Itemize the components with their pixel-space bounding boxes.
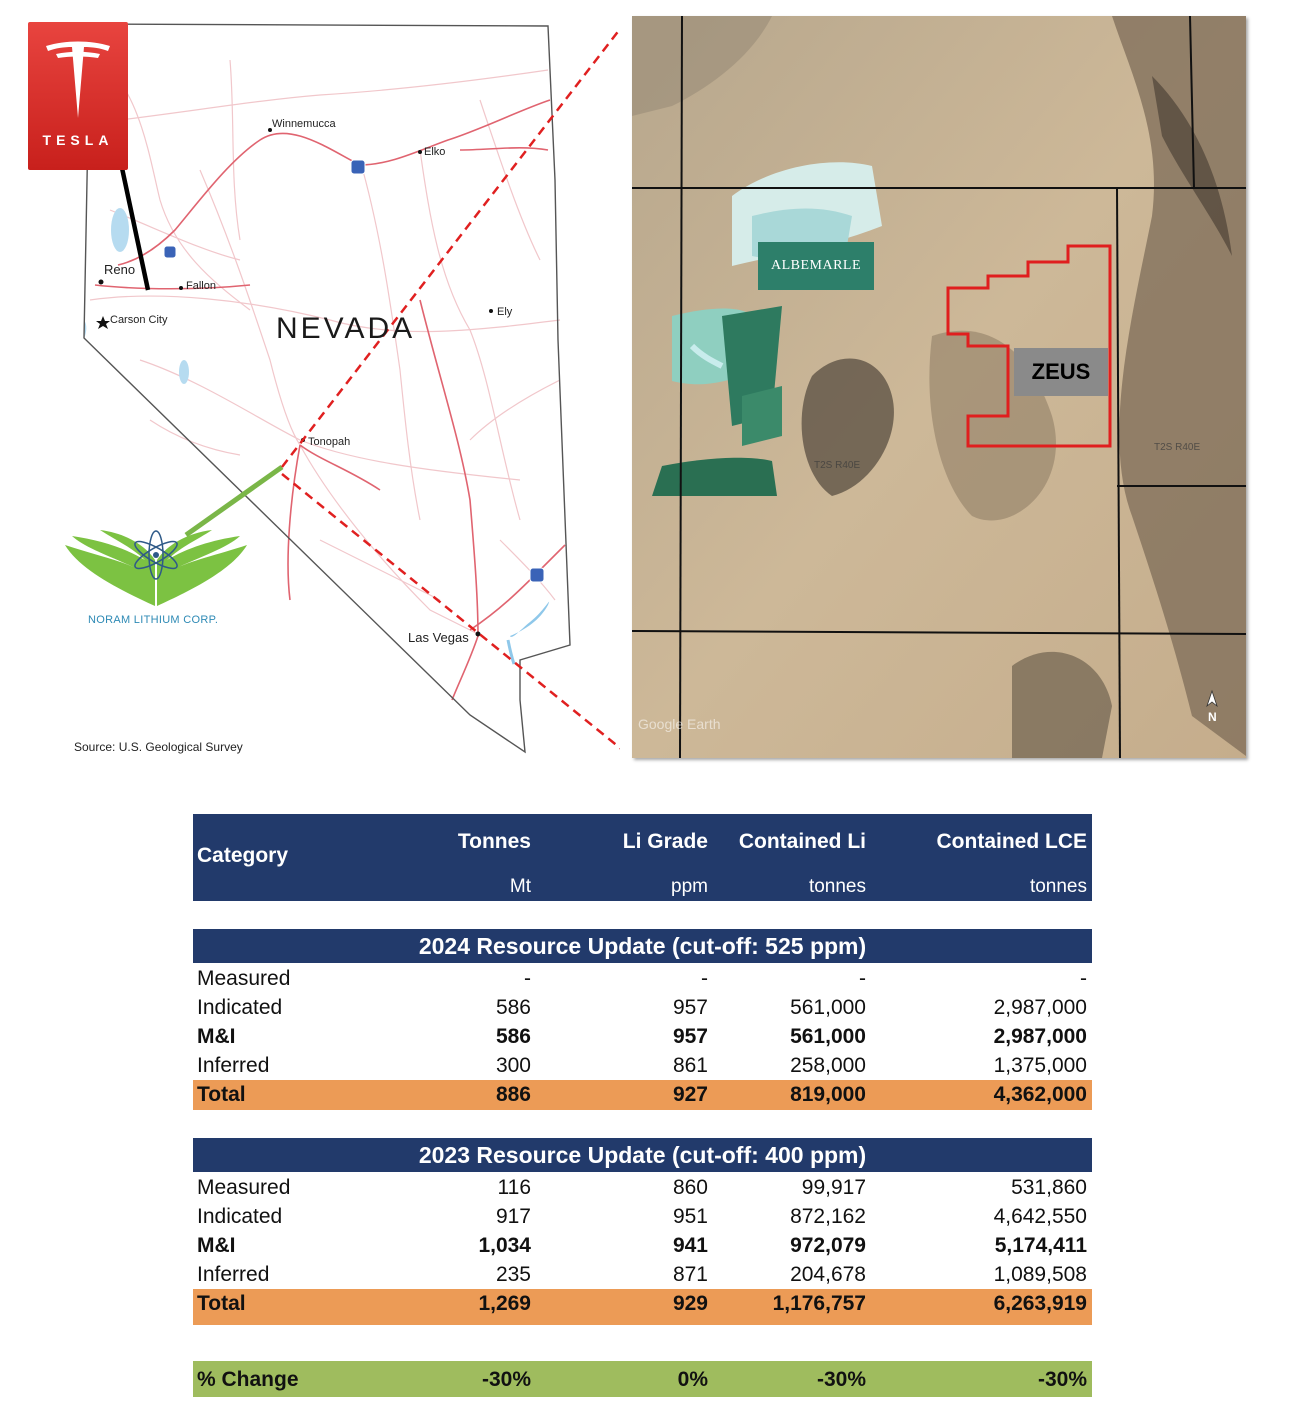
table-cell: Indicated bbox=[197, 1205, 283, 1228]
grid-label: T2S R40E bbox=[1154, 442, 1201, 453]
city-label: Winnemucca bbox=[272, 118, 336, 130]
table-cell: 4,642,550 bbox=[993, 1205, 1087, 1228]
state-name: NEVADA bbox=[276, 312, 416, 345]
table-cell: 0% bbox=[677, 1368, 708, 1391]
table-cell: Measured bbox=[197, 967, 291, 990]
table-cell: -30% bbox=[1037, 1368, 1087, 1391]
column-header: Contained Li bbox=[738, 830, 866, 853]
noram-wings-icon bbox=[65, 530, 247, 606]
tesla-t-icon bbox=[42, 40, 114, 120]
nevada-map bbox=[0, 0, 620, 770]
table-row bbox=[193, 1202, 1092, 1231]
table-cell: 860 bbox=[672, 1176, 708, 1199]
table-cell: 1,034 bbox=[478, 1234, 531, 1257]
table-cell: 957 bbox=[672, 1025, 708, 1048]
table-cell: 872,162 bbox=[790, 1205, 866, 1228]
table-cell: 886 bbox=[495, 1083, 531, 1106]
table-cell: 561,000 bbox=[790, 996, 866, 1019]
table-cell: 927 bbox=[672, 1083, 708, 1106]
table-cell: 204,678 bbox=[790, 1263, 866, 1286]
table-header bbox=[193, 814, 1092, 901]
section-title-2023: 2023 Resource Update (cut-off: 400 ppm) bbox=[193, 1138, 1092, 1172]
table-cell: Inferred bbox=[197, 1263, 270, 1286]
column-header: Contained LCE bbox=[936, 830, 1087, 853]
table-cell: 586 bbox=[495, 996, 531, 1019]
table-cell: 929 bbox=[672, 1292, 708, 1315]
table-cell: 1,089,508 bbox=[993, 1263, 1087, 1286]
table-row bbox=[193, 1173, 1092, 1202]
table-cell: 1,176,757 bbox=[772, 1292, 866, 1315]
total-row bbox=[193, 1289, 1092, 1325]
table-cell: Indicated bbox=[197, 996, 283, 1019]
table-cell: - bbox=[524, 967, 531, 990]
google-earth-watermark: Google Earth bbox=[638, 716, 721, 732]
column-header: Tonnes bbox=[457, 830, 531, 853]
table-cell: 6,263,919 bbox=[993, 1292, 1087, 1315]
north-label: N bbox=[1208, 710, 1217, 724]
table-cell: - bbox=[1080, 967, 1087, 990]
grid-label: T2S R40E bbox=[814, 460, 861, 471]
table-cell: 586 bbox=[495, 1025, 531, 1048]
table-cell: 871 bbox=[672, 1263, 708, 1286]
table-cell: 972,079 bbox=[790, 1234, 866, 1257]
city-label: Tonopah bbox=[308, 436, 351, 448]
table-cell: 2,987,000 bbox=[993, 996, 1087, 1019]
tesla-logo bbox=[28, 22, 128, 170]
table-row bbox=[193, 1051, 1092, 1080]
table-row bbox=[193, 1231, 1092, 1260]
table-cell: 917 bbox=[495, 1205, 531, 1228]
city-label: Las Vegas bbox=[408, 630, 469, 645]
table-cell: 1,375,000 bbox=[993, 1054, 1087, 1077]
table-cell: 951 bbox=[672, 1205, 708, 1228]
table-row bbox=[193, 964, 1092, 993]
city-label: Elko bbox=[424, 146, 446, 158]
table-cell: - bbox=[859, 967, 866, 990]
table-cell: 235 bbox=[495, 1263, 531, 1286]
table-cell: 5,174,411 bbox=[994, 1234, 1087, 1257]
table-cell: 1,269 bbox=[478, 1292, 531, 1315]
noram-logo-text: NORAM LITHIUM CORP. bbox=[88, 614, 219, 626]
table-cell: Inferred bbox=[197, 1054, 270, 1077]
table-cell: 99,917 bbox=[801, 1176, 866, 1199]
table-cell: 941 bbox=[672, 1234, 708, 1257]
city-label: Ely bbox=[497, 306, 513, 318]
table-cell: Measured bbox=[197, 1176, 291, 1199]
column-unit: Mt bbox=[509, 876, 531, 897]
column-unit: ppm bbox=[671, 876, 708, 897]
table-cell: 561,000 bbox=[790, 1025, 866, 1048]
table-cell: M&I bbox=[197, 1025, 236, 1048]
table-cell: Total bbox=[197, 1083, 246, 1106]
city-label: Reno bbox=[104, 262, 136, 277]
table-row bbox=[193, 993, 1092, 1022]
table-cell: 861 bbox=[672, 1054, 708, 1077]
column-unit: tonnes bbox=[808, 876, 866, 897]
capital-star-icon bbox=[96, 316, 110, 329]
city-label: Carson City bbox=[110, 314, 168, 326]
satellite-imagery bbox=[632, 16, 1246, 758]
table-row bbox=[193, 1022, 1092, 1051]
table-cell: M&I bbox=[197, 1234, 236, 1257]
column-unit: tonnes bbox=[1029, 876, 1087, 897]
highway-shield-icon bbox=[164, 160, 544, 582]
table-cell: -30% bbox=[481, 1368, 531, 1391]
city-label: Fallon bbox=[186, 280, 216, 292]
table-cell: 531,860 bbox=[1011, 1176, 1087, 1199]
table-cell: 300 bbox=[495, 1054, 531, 1077]
table-cell: % Change bbox=[197, 1368, 299, 1391]
table-cell: -30% bbox=[816, 1368, 866, 1391]
satellite-view bbox=[632, 16, 1246, 758]
table-cell: 116 bbox=[497, 1176, 531, 1199]
table-cell: 957 bbox=[672, 996, 708, 1019]
table-cell: - bbox=[701, 967, 708, 990]
column-header: Li Grade bbox=[622, 830, 708, 853]
source-note: Source: U.S. Geological Survey bbox=[74, 740, 243, 754]
total-row bbox=[193, 1080, 1092, 1110]
table-cell: 258,000 bbox=[790, 1054, 866, 1077]
table-cell: 819,000 bbox=[790, 1083, 866, 1106]
section-title-2024: 2024 Resource Update (cut-off: 525 ppm) bbox=[193, 929, 1092, 963]
tesla-wordmark: TESLA bbox=[42, 132, 114, 148]
table-cell: 4,362,000 bbox=[993, 1083, 1087, 1106]
zeus-project-label: ZEUS bbox=[1014, 348, 1108, 396]
table-row bbox=[193, 1260, 1092, 1289]
table-cell: 2,987,000 bbox=[993, 1025, 1087, 1048]
change-row bbox=[193, 1361, 1092, 1397]
albemarle-logo: ALBEMARLE bbox=[758, 242, 874, 290]
column-header: Category bbox=[197, 844, 289, 867]
table-cell: Total bbox=[197, 1292, 246, 1315]
